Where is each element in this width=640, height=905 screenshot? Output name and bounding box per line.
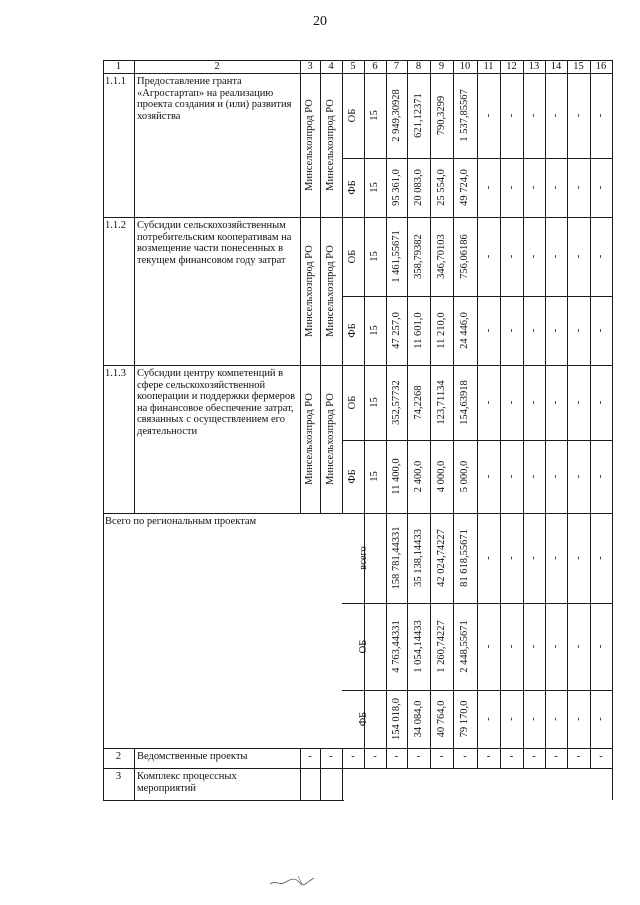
empty-cell-dash: -: [505, 254, 517, 259]
page-number: 20: [313, 14, 327, 29]
grid-line: [342, 60, 343, 513]
empty-cell-dash: -: [572, 400, 584, 405]
empty-cell-dash: -: [482, 717, 494, 721]
amount-year-2: 11 210,0: [435, 312, 447, 349]
budget-source: всего: [358, 546, 369, 570]
grid-line: [590, 60, 591, 768]
grid-line: [545, 60, 546, 768]
empty-cell-dash: -: [509, 751, 514, 762]
empty-cell-dash: -: [595, 474, 606, 479]
row-number: 1.1.2: [105, 220, 126, 231]
header-col-5: 5: [350, 61, 356, 72]
subrow-border: [342, 440, 613, 441]
header-col-8: 8: [415, 61, 422, 72]
empty-cell-dash: -: [595, 254, 606, 259]
empty-cell-dash: -: [351, 751, 355, 762]
budget-source: ОБ: [347, 395, 358, 410]
empty-cell-dash: -: [463, 751, 467, 762]
empty-cell-dash: -: [572, 328, 584, 333]
handwritten-scribble: [268, 872, 316, 888]
amount-total: 95 361,0: [390, 169, 402, 206]
row-number: 1.1.3: [105, 368, 126, 379]
row-border: [103, 365, 613, 366]
empty-cell-dash: -: [550, 717, 561, 721]
amount-year-2: 4 000,0: [435, 460, 447, 493]
header-col-2: 2: [214, 61, 220, 72]
amount-year-1: 621,12371: [412, 93, 424, 138]
program-code: 15: [369, 325, 380, 336]
budget-source: ФБ: [347, 323, 358, 338]
table-bottom-border: [103, 800, 344, 801]
empty-cell-dash: -: [595, 400, 606, 405]
amount-year-2: 1 260,74227: [435, 620, 447, 673]
empty-cell-dash: -: [595, 113, 606, 118]
subrow-border: [342, 603, 613, 604]
amount-year-1: 2 400,0: [412, 460, 424, 493]
amount-year-2: 25 554,0: [435, 169, 447, 206]
amount-year-3: 5 000,0: [459, 460, 470, 493]
grid-line: [430, 60, 431, 768]
responsible-executor: Минсельхозпрод РО: [304, 393, 315, 485]
amount-year-3: 1 537,85567: [459, 89, 470, 142]
subrow-border: [342, 296, 613, 297]
amount-year-2: 790,3299: [435, 95, 447, 136]
empty-cell-dash: -: [482, 556, 494, 560]
table-side-border: [612, 60, 613, 800]
empty-cell-dash: -: [439, 751, 444, 762]
row-name: Субсидии сельскохозяйственным потребительским кооперативам на возмещение части понесенных в текущем финансовом году затрат: [137, 220, 292, 266]
amount-total: 352,57732: [390, 380, 402, 425]
amount-year-3: 154,63918: [459, 380, 470, 425]
empty-cell-dash: -: [550, 556, 561, 560]
amount-year-1: 20 083,0: [412, 169, 424, 206]
empty-cell-dash: -: [482, 113, 494, 118]
amount-year-1: 11 601,0: [412, 312, 424, 349]
co-executor: Минсельхозпрод РО: [325, 245, 336, 337]
empty-cell-dash: -: [550, 400, 561, 405]
grid-line: [523, 60, 524, 768]
header-col-14: 14: [550, 61, 562, 72]
empty-cell-dash: -: [595, 556, 606, 560]
header-col-13: 13: [528, 61, 540, 72]
empty-cell-dash: -: [482, 644, 494, 649]
empty-cell-dash: -: [550, 254, 561, 259]
header-col-12: 12: [506, 61, 517, 72]
header-bottom-border: [103, 73, 613, 74]
empty-cell-dash: -: [505, 400, 517, 405]
row-border: [103, 748, 613, 749]
empty-cell-dash: -: [482, 328, 494, 333]
subrow-border: [342, 690, 613, 691]
empty-cell-dash: -: [528, 113, 539, 118]
grid-line: [300, 60, 301, 513]
empty-cell-dash: -: [572, 717, 584, 721]
grid-line: [134, 60, 135, 513]
table-side-border: [103, 60, 104, 800]
amount-year-2: 40 764,0: [435, 700, 447, 738]
empty-cell-dash: -: [505, 717, 517, 721]
amount-year-1: 35 138,14433: [412, 529, 424, 587]
empty-cell-dash: -: [528, 254, 539, 259]
amount-total: 1 461,55671: [390, 230, 402, 283]
empty-cell-dash: -: [505, 328, 517, 333]
row-border: [103, 513, 613, 514]
amount-year-2: 42 024,74227: [435, 529, 447, 587]
grid-line: [453, 60, 454, 768]
amount-year-2: 123,71134: [435, 380, 447, 425]
empty-cell-dash: -: [550, 113, 561, 118]
budget-source: ОБ: [347, 249, 358, 264]
empty-cell-dash: -: [572, 556, 584, 560]
section-name: Ведомственные проекты: [137, 751, 248, 762]
header-col-1: 1: [115, 61, 122, 72]
empty-cell-dash: -: [554, 751, 558, 762]
empty-cell-dash: -: [550, 474, 561, 479]
amount-year-3: 49 724,0: [459, 169, 470, 206]
program-code: 15: [369, 110, 380, 121]
row-number: 1.1.1: [105, 76, 126, 87]
empty-cell-dash: -: [505, 185, 517, 190]
total-label: Всего по региональным проектам: [105, 516, 257, 527]
header-col-16: 16: [595, 61, 607, 72]
budget-source: ФБ: [347, 469, 358, 484]
empty-cell-dash: -: [528, 644, 539, 649]
budget-source: ФБ: [358, 711, 369, 727]
header-col-4: 4: [328, 61, 334, 72]
budget-source: ОБ: [358, 639, 369, 654]
empty-cell-dash: -: [599, 751, 603, 762]
header-col-10: 10: [459, 61, 471, 72]
empty-cell-dash: -: [572, 113, 584, 118]
empty-cell-dash: -: [572, 254, 584, 259]
co-executor: Минсельхозпрод РО: [325, 393, 336, 485]
empty-cell-dash: -: [528, 717, 539, 721]
section-name: Комплекс процессных мероприятий: [137, 771, 237, 794]
program-code: 15: [369, 251, 380, 262]
empty-cell-dash: -: [486, 751, 491, 762]
amount-total: 154 018,0: [390, 698, 402, 740]
amount-year-1: 74,2268: [412, 385, 424, 420]
empty-cell-dash: -: [528, 185, 539, 190]
header-col-11: 11: [483, 61, 494, 72]
program-code: 15: [369, 471, 380, 482]
empty-cell-dash: -: [572, 644, 584, 649]
empty-cell-dash: -: [595, 185, 606, 190]
row-name: Субсидии центру компетенций в сфере сельскохозяйственной кооперации и поддержки фермеров на финансовое обеспечение затрат, связанных с осуществлением его деятельности: [137, 368, 296, 437]
responsible-executor: Минсельхозпрод РО: [304, 245, 315, 337]
empty-cell-dash: -: [550, 644, 561, 649]
grid-line: [567, 60, 568, 768]
empty-cell-dash: -: [308, 751, 312, 762]
responsible-executor: Минсельхозпрод РО: [304, 99, 315, 191]
empty-cell-dash: -: [329, 751, 333, 762]
empty-cell-dash: -: [505, 474, 517, 479]
empty-cell-dash: -: [482, 185, 494, 190]
empty-cell-dash: -: [482, 254, 494, 259]
amount-total: 47 257,0: [390, 312, 402, 349]
amount-year-3: 2 448,55671: [459, 620, 470, 673]
amount-year-3: 756,06186: [459, 234, 470, 279]
budget-source: ФБ: [347, 180, 358, 195]
empty-cell-dash: -: [550, 328, 561, 333]
amount-year-1: 34 084,0: [412, 700, 424, 738]
empty-cell-dash: -: [482, 400, 494, 405]
empty-cell-dash: -: [394, 751, 399, 762]
empty-cell-dash: -: [572, 185, 584, 190]
program-code: 15: [369, 397, 380, 408]
budget-source: ОБ: [347, 108, 358, 123]
section-number: 2: [115, 751, 122, 762]
grid-line: [477, 60, 478, 768]
empty-cell-dash: -: [528, 400, 539, 405]
row-border: [103, 768, 613, 769]
amount-total: 11 400,0: [390, 458, 402, 495]
header-col-3: 3: [307, 61, 313, 72]
empty-cell-dash: -: [416, 751, 421, 762]
row-border: [103, 217, 613, 218]
empty-cell-dash: -: [528, 328, 539, 333]
empty-cell-dash: -: [595, 328, 606, 333]
empty-cell-dash: -: [532, 751, 536, 762]
co-executor: Минсельхозпрод РО: [325, 99, 336, 191]
amount-total: 2 949,30928: [390, 89, 402, 142]
grid-line: [320, 60, 321, 513]
subrow-border: [342, 158, 613, 159]
empty-cell-dash: -: [576, 751, 581, 762]
empty-cell-dash: -: [550, 185, 561, 190]
amount-year-3: 24 446,0: [459, 312, 470, 349]
header-col-9: 9: [438, 61, 445, 72]
empty-cell-dash: -: [595, 717, 606, 721]
section-number: 3: [115, 771, 122, 782]
empty-cell-dash: -: [373, 751, 377, 762]
amount-year-3: 79 170,0: [459, 700, 470, 738]
header-col-7: 7: [393, 61, 400, 72]
empty-cell-dash: -: [482, 474, 494, 479]
empty-cell-dash: -: [595, 644, 606, 649]
amount-total: 4 763,44331: [390, 620, 402, 673]
amount-year-2: 346,70103: [435, 234, 447, 279]
grid-line: [386, 60, 387, 768]
row-name: Предоставление гранта «Агростартап» на реализацию проекта создания и (или) развития хозяйства: [137, 76, 292, 122]
amount-year-1: 358,79382: [412, 234, 424, 279]
empty-cell-dash: -: [505, 113, 517, 118]
grid-line: [407, 60, 408, 768]
program-code: 15: [369, 182, 380, 193]
empty-cell-dash: -: [528, 556, 539, 560]
amount-total: 158 781,44331: [390, 526, 402, 590]
empty-cell-dash: -: [505, 556, 517, 560]
header-col-6: 6: [372, 61, 378, 72]
amount-year-1: 1 054,14433: [412, 620, 424, 673]
empty-cell-dash: -: [505, 644, 517, 649]
grid-line: [134, 748, 135, 800]
amount-year-3: 81 618,55671: [459, 529, 470, 587]
empty-cell-dash: -: [572, 474, 584, 479]
empty-cell-dash: -: [528, 474, 539, 479]
grid-line: [500, 60, 501, 768]
header-col-15: 15: [573, 61, 584, 72]
